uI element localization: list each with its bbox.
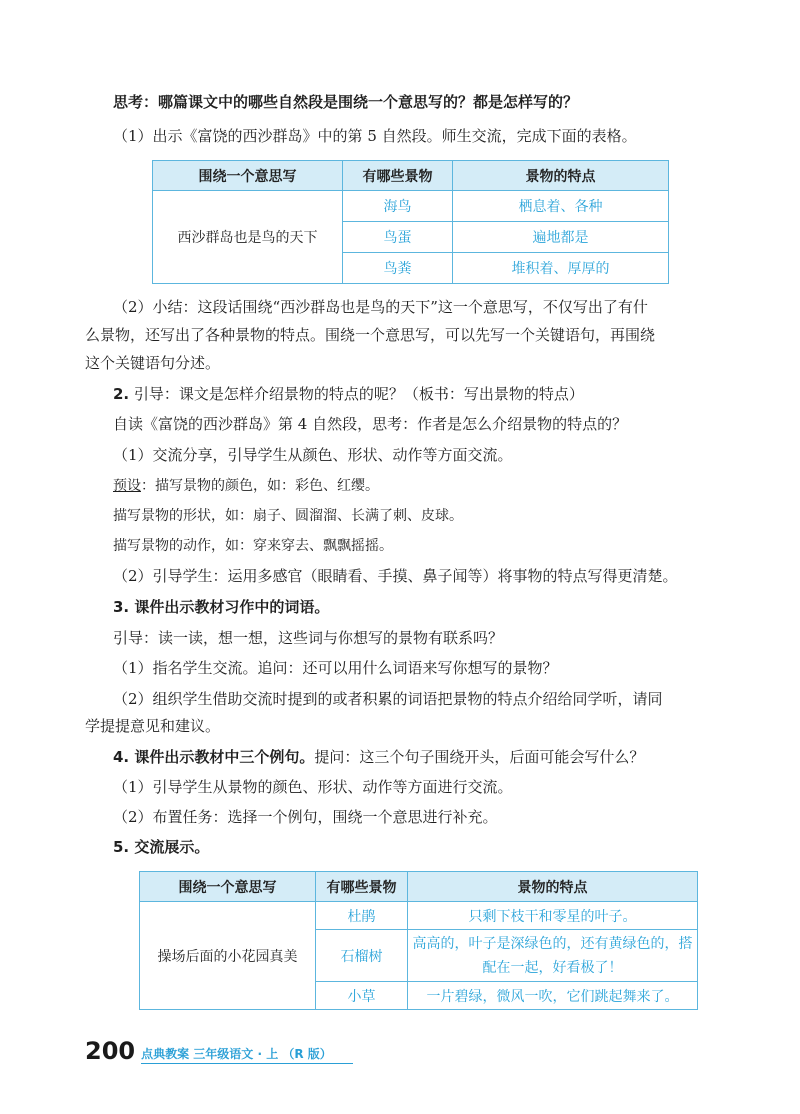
table-header-row: [153, 161, 669, 191]
scenery-cell: 杜鹃: [316, 902, 408, 930]
header-topic: 围绕一个意思写: [140, 872, 316, 902]
topic-cell: 西沙群岛也是鸟的天下: [153, 191, 343, 284]
step-2-heading: [113, 384, 730, 404]
header-scenery: 有哪些景物: [343, 161, 453, 191]
summary-line-1: （2）小结：这段话围绕“西沙群岛也是鸟的天下”这一个意思写，不仅写出了有什: [113, 298, 648, 316]
header-features: 景物的特点: [408, 872, 698, 902]
feature-cell: 一片碧绿，微风一吹，它们跳起舞来了。: [408, 982, 698, 1010]
step-1-instruction: （1）出示《富饶的西沙群岛》中的第 5 自然段。师生交流，完成下面的表格。: [113, 127, 637, 145]
preset-action-line: 描写景物的动作，如：穿来穿去、飘飘摇摇。: [113, 538, 393, 554]
topic-cell: 操场后面的小花园真美: [140, 902, 316, 1010]
table-row: [153, 191, 669, 222]
feature-cell: 高高的，叶子是深绿色的，还有黄绿色的，搭配在一起，好看极了！: [408, 930, 698, 982]
scenery-cell: 海鸟: [343, 191, 453, 222]
feature-cell: 遍地都是: [453, 222, 669, 253]
header-topic: 围绕一个意思写: [153, 161, 343, 191]
summary-line-2: 么景物，还写出了各种景物的特点。围绕一个意思写，可以先写一个关键语句，再围绕: [85, 326, 656, 344]
feature-cell: 栖息着、各种: [453, 191, 669, 222]
preset-label: 预设: [113, 478, 141, 494]
step-3-sub-1: （1）指名学生交流。追问：还可以用什么词语来写你想写的景物？: [113, 659, 558, 677]
step-4-label: 4. 课件出示教材中三个例句。: [113, 748, 315, 766]
preset-shape-line: 描写景物的形状，如：扇子、圆溜溜、长满了刺、皮球。: [113, 508, 463, 524]
senses-line: （2）引导学生：运用多感官（眼睛看、手摸、鼻子闻等）将事物的特点写得更清楚。: [113, 567, 678, 585]
share-line: （1）交流分享，引导学生从颜色、形状、动作等方面交流。: [113, 446, 513, 464]
step-5-heading: 5. 交流展示。: [113, 838, 210, 856]
scenery-cell: 鸟粪: [343, 253, 453, 284]
step-3-guide: 引导：读一读，想一想，这些词与你想写的景物有联系吗？: [113, 629, 504, 647]
table-row: [140, 902, 698, 930]
step-3-heading: 3. 课件出示教材习作中的词语。: [113, 598, 330, 616]
table-header-row: [140, 872, 698, 902]
step-4-question: 提问：这三个句子围绕开头，后面可能会写什么？: [314, 748, 645, 766]
feature-cell: 堆积着、厚厚的: [453, 253, 669, 284]
step-4-sub-1: （1）引导学生从景物的颜色、形状、动作等方面进行交流。: [113, 778, 513, 796]
scenery-cell: 石榴树: [316, 930, 408, 982]
preset-color-text: ：描写景物的颜色，如：彩色、红缨。: [141, 478, 379, 494]
think-question: 思考：哪篇课文中的哪些自然段是围绕一个意思写的？都是怎样写的？: [113, 93, 579, 111]
self-read-line: 自读《富饶的西沙群岛》第 4 自然段，思考：作者是怎么介绍景物的特点的？: [113, 415, 628, 433]
table-xisha-birds: [152, 160, 669, 284]
header-features: 景物的特点: [453, 161, 669, 191]
scenery-cell: 鸟蛋: [343, 222, 453, 253]
step-3-sub-2: （2）组织学生借助交流时提到的或者积累的词语把景物的特点介绍给同学听，请同: [113, 690, 663, 708]
step-2-label: 2.: [113, 385, 130, 403]
table-garden: [139, 871, 698, 1010]
step-4-sub-2: （2）布置任务：选择一个例句，围绕一个意思进行补充。: [113, 808, 498, 826]
header-scenery: 有哪些景物: [316, 872, 408, 902]
scenery-cell: 小草: [316, 982, 408, 1010]
page-number: 200: [85, 1037, 136, 1065]
feature-cell: 只剩下枝干和零星的叶子。: [408, 902, 698, 930]
summary-line-3: 这个关键语句分述。: [85, 354, 221, 372]
step-4-heading: [113, 747, 730, 767]
page-footer: [85, 1034, 353, 1064]
step-3-sub-2-cont: 学提提意见和建议。: [85, 717, 221, 735]
step-2-text: 引导：课文是怎样介绍景物的特点的呢？（板书：写出景物的特点）: [133, 385, 584, 403]
preset-color-line: [113, 476, 730, 496]
book-title: 点典教案 三年级语文 · 上 （R 版）: [141, 1046, 353, 1064]
